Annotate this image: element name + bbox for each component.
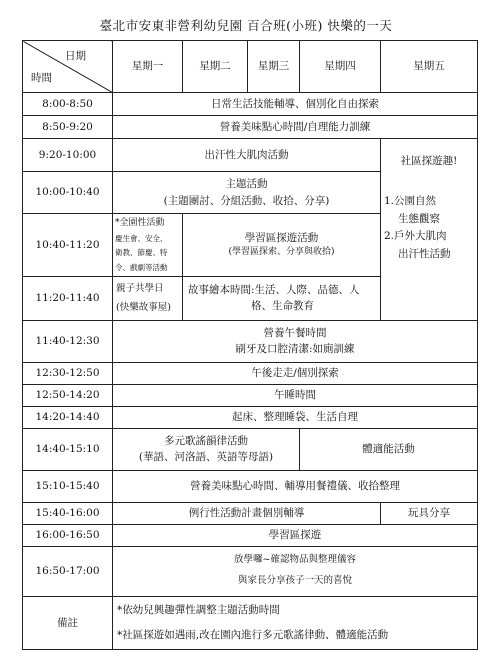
whole-school-title: *全園性活動 <box>115 218 165 228</box>
story-time-cell <box>183 276 381 320</box>
whole-school-line: 衛教、節慶、特 <box>115 248 168 258</box>
time-cell: 8:50-9:20 <box>23 116 113 139</box>
day-header-friday: 星期五 <box>381 41 478 93</box>
day-header-wednesday: 星期三 <box>248 41 300 93</box>
music-activity-detail: (華語、河洛語、英語等母語) <box>138 451 274 464</box>
time-cell: 15:10-15:40 <box>23 470 113 502</box>
activity-cell: 學習區探遊 <box>113 524 478 546</box>
schedule-table <box>22 40 478 650</box>
table-row <box>23 320 478 362</box>
time-cell: 11:40-12:30 <box>23 320 113 362</box>
time-cell: 12:50-14:20 <box>23 384 113 406</box>
community-item-2-cont: 出汗性活動 <box>398 248 451 261</box>
table-row <box>23 139 478 172</box>
time-cell: 14:20-14:40 <box>23 406 113 428</box>
table-row <box>23 502 478 524</box>
time-label: 時間 <box>31 71 52 84</box>
story-time-line2: 格、生命教育 <box>251 300 314 313</box>
table-row <box>23 116 478 139</box>
header-row <box>23 41 478 93</box>
story-time-line1: 故事繪本時間:生活、人際、品德、人 <box>188 284 360 297</box>
table-row <box>23 428 478 470</box>
diagonal-header-cell <box>23 41 113 93</box>
activity-cell: 午後走走/個別探索 <box>113 362 478 384</box>
learning-area-title: 學習區探遊活動 <box>244 231 319 244</box>
community-item-1-cont: 生態觀察 <box>398 212 440 225</box>
learning-area-detail: (學習區探索、分享與收拾) <box>228 247 335 258</box>
day-header-thursday: 星期四 <box>300 41 381 93</box>
time-cell: 10:00-10:40 <box>23 172 113 214</box>
parent-child-detail: (快樂故事屋) <box>116 302 171 314</box>
activity-cell <box>113 546 478 596</box>
table-row <box>23 524 478 546</box>
activity-cell <box>113 172 381 214</box>
activity-cell: 營養美味點心時間、輔導用餐禮儀、收拾整理 <box>113 470 478 502</box>
whole-school-line: 慶生會、安全、 <box>115 234 168 244</box>
time-cell: 16:50-17:00 <box>23 546 113 596</box>
day-header-tuesday: 星期二 <box>183 41 248 93</box>
activity-cell: 營養美味點心時間/自理能力訓練 <box>113 116 478 139</box>
note-line: *依幼兒興趣彈性調整主題活動時間 <box>117 603 280 616</box>
theme-activity-title: 主題活動 <box>225 178 268 191</box>
time-cell: 10:40-11:20 <box>23 214 113 277</box>
parent-child-day-cell <box>113 276 183 320</box>
time-cell: 15:40-16:00 <box>23 502 113 524</box>
notes-row <box>23 596 478 649</box>
time-cell: 12:30-12:50 <box>23 362 113 384</box>
table-row <box>23 406 478 428</box>
learning-area-cell <box>183 214 381 277</box>
fitness-activity-cell: 體適能活動 <box>300 428 478 470</box>
activity-cell: 起床、整理睡袋、生活自理 <box>113 406 478 428</box>
dismissal-line1: 放學囉~確認物品與整理儀容 <box>234 554 356 566</box>
theme-activity-detail: (主題團討、分組活動、收拾、分享) <box>163 194 330 207</box>
activity-cell: 出汗性大肌肉活動 <box>113 139 381 172</box>
notes-label: 備註 <box>23 596 113 649</box>
activity-cell <box>113 320 478 362</box>
table-row <box>23 384 478 406</box>
whole-school-line: 令、戲劇等活動 <box>115 262 168 272</box>
community-exploration-cell <box>381 139 478 321</box>
lunch-detail: 刷牙及口腔清潔:如廁訓練 <box>235 343 355 356</box>
time-cell: 16:00-16:50 <box>23 524 113 546</box>
notes-cell <box>113 596 478 649</box>
table-row <box>23 362 478 384</box>
toy-sharing-cell: 玩具分享 <box>381 502 478 524</box>
community-title: 社區探遊趣! <box>400 154 458 167</box>
activity-cell: 日常生活技能輔導、個別化自由探索 <box>113 93 478 116</box>
table-row <box>23 470 478 502</box>
page-title: 臺北市安東非營利幼兒園 百合班(小班) 快樂的一天 <box>99 18 393 33</box>
dismissal-line2: 與家長分享孩子一天的喜悅 <box>237 575 352 587</box>
table-row <box>23 93 478 116</box>
note-line: *社區探遊如遇雨,改在園內進行多元歌謠律動、體適能活動 <box>117 629 389 642</box>
music-activity-cell <box>113 428 300 470</box>
time-cell: 9:20-10:00 <box>23 139 113 172</box>
table-row <box>23 546 478 596</box>
time-cell: 11:20-11:40 <box>23 276 113 320</box>
lunch-title: 營養午餐時間 <box>263 327 327 340</box>
time-cell: 8:00-8:50 <box>23 93 113 116</box>
day-header-monday: 星期一 <box>113 41 183 93</box>
date-label: 日期 <box>65 50 86 62</box>
whole-school-activity-cell <box>113 214 183 277</box>
time-cell: 14:40-15:10 <box>23 428 113 470</box>
community-item-1: 1.公園自然 <box>384 194 437 207</box>
parent-child-title: 親子共學日 <box>116 283 164 295</box>
activity-cell: 午睡時間 <box>113 384 478 406</box>
activity-cell: 例行性活動計畫個別輔導 <box>113 502 381 524</box>
community-item-2: 2.戶外大肌肉 <box>384 230 447 243</box>
music-activity-title: 多元歌謠韻律活動 <box>164 435 248 448</box>
